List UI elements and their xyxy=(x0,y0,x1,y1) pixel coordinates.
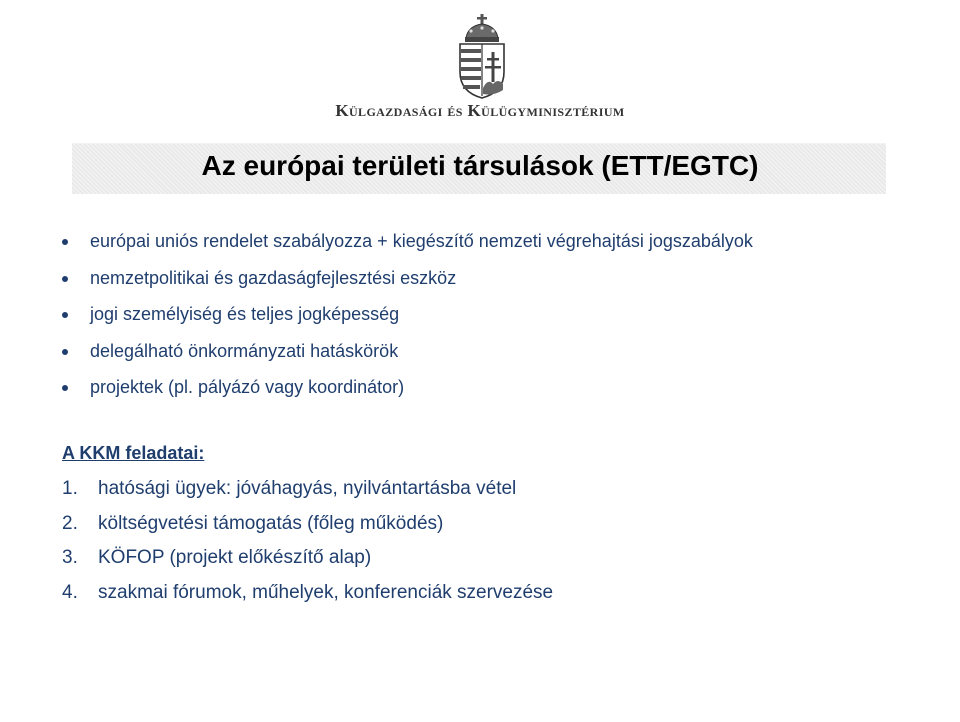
task-number: 1. xyxy=(62,478,78,499)
bullet-item xyxy=(62,268,753,305)
coat-of-arms-icon xyxy=(454,14,510,100)
bullet-icon xyxy=(62,349,68,355)
task-text: szakmai fórumok, műhelyek, konferenciák szervezése xyxy=(98,581,554,603)
task-number: 3. xyxy=(62,547,78,568)
bullet-text: projektek (pl. pályázó vagy koordinátor) xyxy=(90,377,405,397)
bullet-item xyxy=(62,341,753,378)
slide-title: Az európai területi társulások (ETT/EGTC) xyxy=(201,150,759,181)
task-text: költségvetési támogatás (főleg működés) xyxy=(98,512,444,534)
task-text: hatósági ügyek: jóváhagyás, nyilvántartásba vétel xyxy=(98,478,517,499)
bullet-text: jogi személyiség és teljes jogképesség xyxy=(90,304,400,324)
task-number: 4. xyxy=(62,581,78,603)
bullet-item xyxy=(62,231,753,268)
tasks-list xyxy=(62,478,553,616)
bullet-text: nemzetpolitikai és gazdaságfejlesztési eszköz xyxy=(90,267,457,288)
bullet-item xyxy=(62,377,753,414)
bullet-icon xyxy=(62,276,68,282)
task-text: KÖFOP (projekt előkészítő alap) xyxy=(98,547,372,568)
bullet-icon xyxy=(62,239,68,245)
bullet-icon xyxy=(62,312,68,318)
bullet-item xyxy=(62,304,753,341)
task-item xyxy=(62,513,553,548)
task-number: 2. xyxy=(62,512,78,534)
ministry-name: Külgazdasági és Külügyminisztérium xyxy=(335,101,625,120)
bullet-list xyxy=(62,231,753,414)
task-item xyxy=(62,582,553,617)
tasks-heading: A KKM feladatai: xyxy=(62,443,205,463)
task-item xyxy=(62,478,553,513)
task-item xyxy=(62,547,553,582)
bullet-icon xyxy=(62,385,68,391)
bullet-text: delegálható önkormányzati hatáskörök xyxy=(90,340,399,361)
bullet-text: európai uniós rendelet szabályozza + kiegészítő nemzeti végrehajtási jogszabályok xyxy=(90,231,753,251)
